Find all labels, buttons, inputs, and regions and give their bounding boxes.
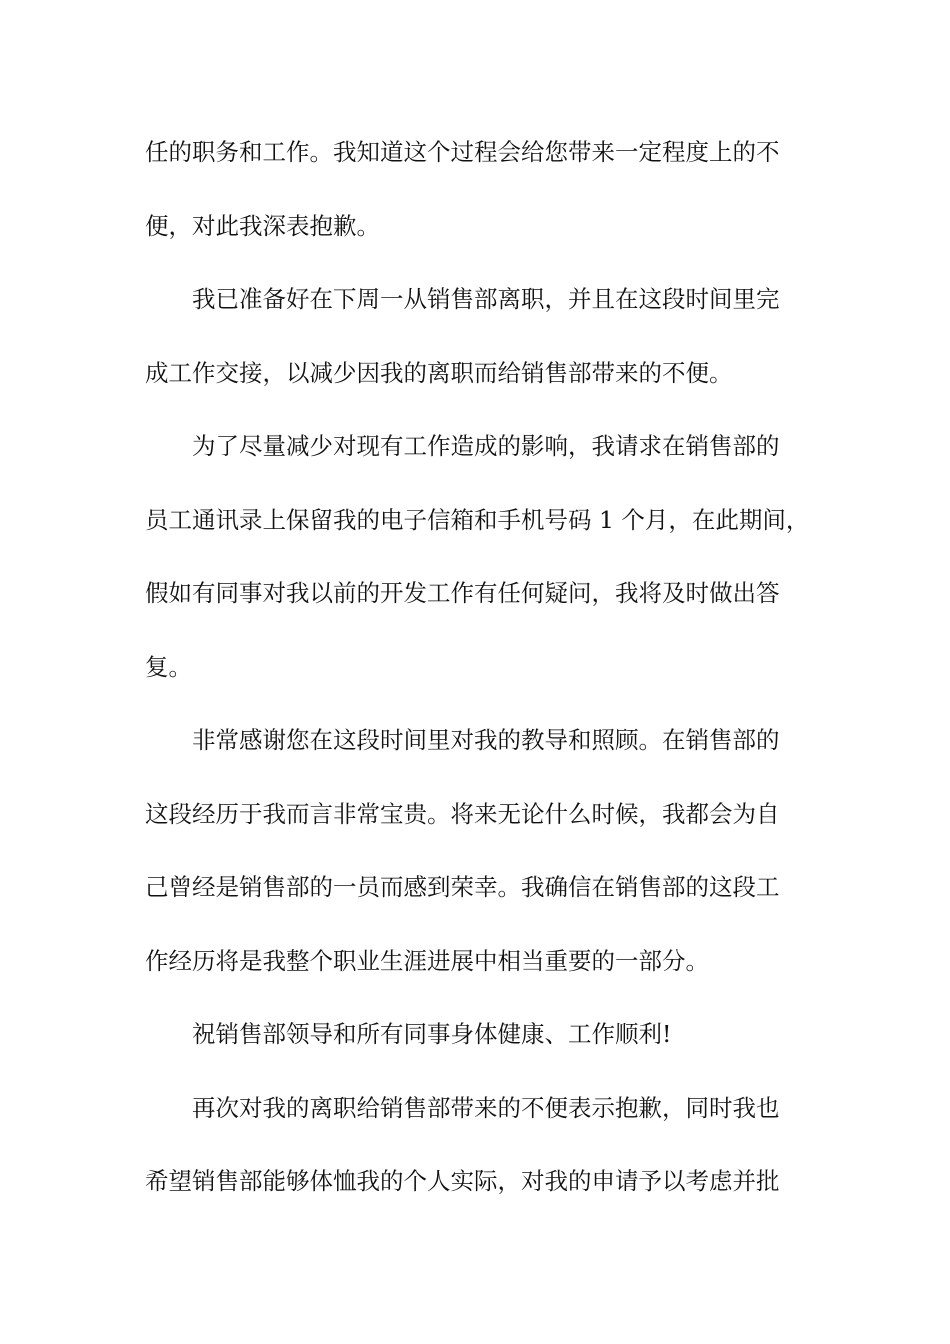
text-line: 再次对我的离职给销售部带来的不便表示抱歉，同时我也 [145, 1093, 780, 1122]
text-line: 非常感谢您在这段时间里对我的教导和照顾。在销售部的 [145, 726, 780, 754]
text-line: 希望销售部能够体恤我的个人实际，对我的申请予以考虑并批 [145, 1167, 780, 1195]
text-line: 假如有同事对我以前的开发工作有任何疑问，我将及时做出答 [145, 579, 780, 607]
text-line: 我已准备好在下周一从销售部离职，并且在这段时间里完 [145, 285, 780, 313]
text-line: 成工作交接，以减少因我的离职而给销售部带来的不便。 [145, 358, 733, 387]
text-line: 便，对此我深表抱歉。 [145, 211, 380, 240]
text-line: 这段经历于我而言非常宝贵。将来无论什么时候，我都会为自 [145, 799, 780, 828]
text-line: 祝销售部领导和所有同事身体健康、工作顺利! [145, 1020, 672, 1048]
letter-body [145, 128, 825, 1231]
text-line: 己曾经是销售部的一员而感到荣幸。我确信在销售部的这段工 [145, 873, 780, 901]
text-line: 作经历将是我整个职业生涯进展中相当重要的一部分。 [145, 946, 709, 975]
text-line: 任的职务和工作。我知道这个过程会给您带来一定程度上的不 [145, 138, 780, 166]
text-line: 复。 [145, 652, 192, 681]
text-line: 为了尽量减少对现有工作造成的影响，我请求在销售部的 [145, 432, 780, 460]
text-line: 员工通讯录上保留我的电子信箱和手机号码 1 个月，在此期间， [145, 505, 810, 534]
